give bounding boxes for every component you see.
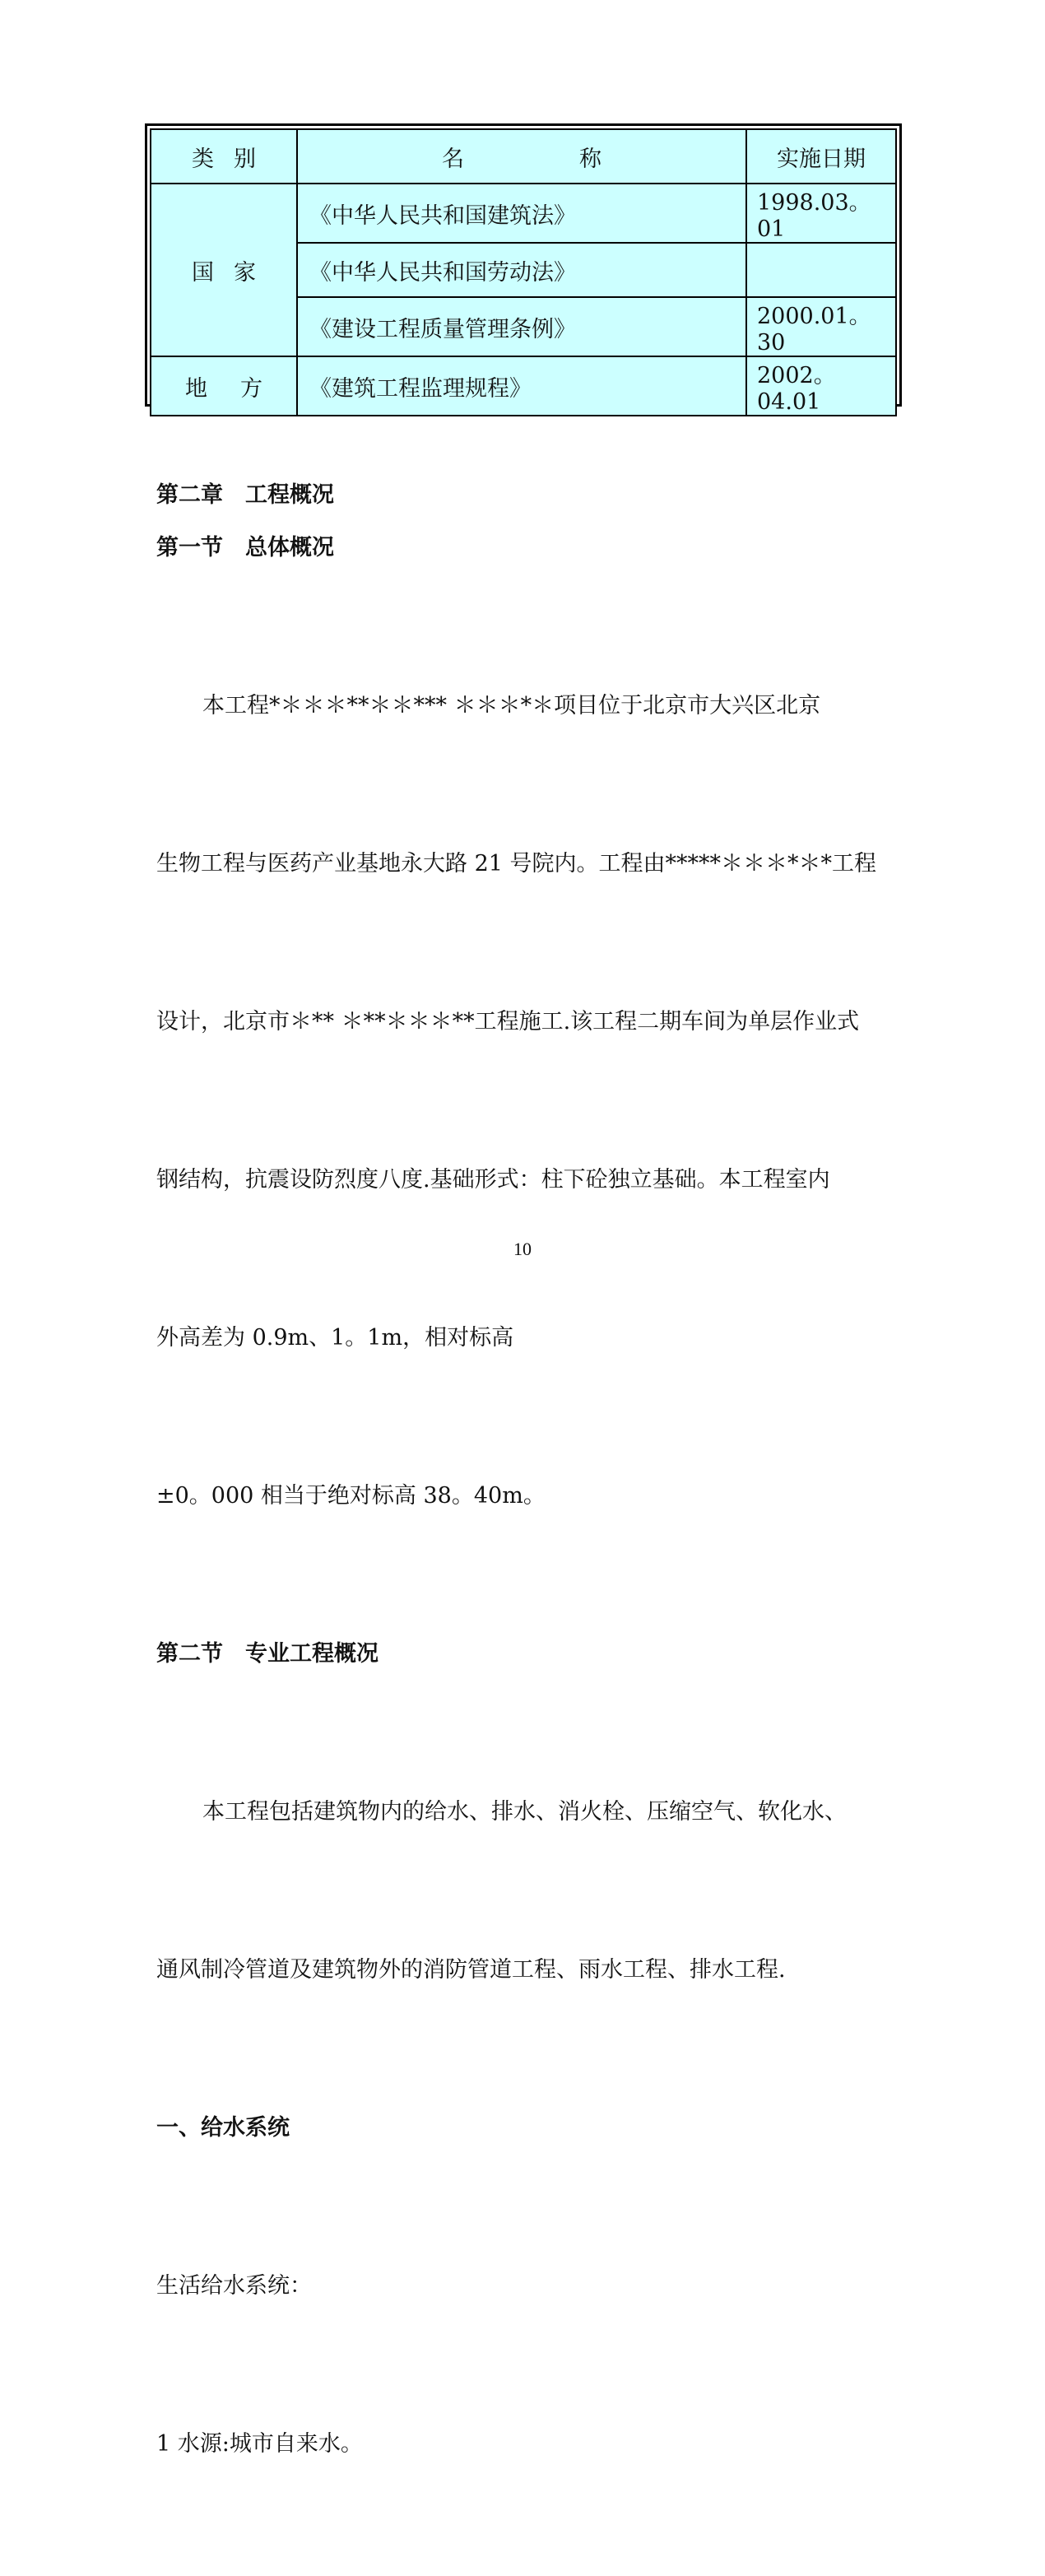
document-body <box>156 469 897 2576</box>
specialty-paragraph <box>156 1681 897 2102</box>
paragraph-line: 本工程包括建筑物内的给水、排水、消火栓、压缩空气、软化水、 <box>202 1799 847 1825</box>
subsection-heading-water-supply: 一、给水系统 <box>156 2115 290 2141</box>
paragraph-line: 设计，北京市＊** ＊**＊＊＊**工程施工.该工程二期车间为单层作业式 <box>156 1009 860 1035</box>
regulation-date: 1998.03。01 <box>746 184 896 243</box>
water-supply-paragraph <box>156 2155 897 2576</box>
overview-paragraph <box>156 574 897 1628</box>
header-name: 名称 <box>297 129 746 184</box>
table-row <box>151 356 896 416</box>
paragraph-line: ±0。000 相当于绝对标高 38。40m。 <box>156 1483 546 1509</box>
section-heading-specialty: 第二节 专业工程概况 <box>156 1641 379 1667</box>
section-heading-overview: 第一节 总体概况 <box>156 535 334 560</box>
page-number: 10 <box>513 1239 532 1259</box>
category-cell-national: 国家 <box>151 184 297 356</box>
regulations-table-frame <box>145 123 902 415</box>
chapter-heading: 第二章 工程概况 <box>156 482 334 508</box>
paragraph-line: 生物工程与医药产业基地永大路 21 号院内。工程由*****＊＊＊*＊*工程 <box>156 851 877 876</box>
paragraph-line: 外高差为 0.9m、1。1m，相对标高 <box>156 1325 514 1351</box>
paragraph-line: 生活给水系统： <box>156 2273 312 2299</box>
regulation-name: 《中华人民共和国劳动法》 <box>297 243 746 297</box>
table-row <box>151 184 896 243</box>
table-header-row <box>151 129 896 184</box>
regulations-table <box>150 128 897 416</box>
paragraph-line: 1 水源:城市自来水。 <box>156 2431 363 2457</box>
paragraph-line: 通风制冷管道及建筑物外的消防管道工程、雨水工程、排水工程. <box>156 1957 786 1983</box>
paragraph-line: 本工程*＊＊＊**＊＊*** ＊＊＊*＊项目位于北京市大兴区北京 <box>202 693 821 718</box>
header-category: 类别 <box>151 129 297 184</box>
regulation-name: 《建设工程质量管理条例》 <box>297 297 746 356</box>
paragraph-line: 钢结构，抗震设防烈度八度.基础形式：柱下砼独立基础。本工程室内 <box>156 1167 830 1193</box>
regulation-name: 《建筑工程监理规程》 <box>297 356 746 416</box>
category-cell-local: 地方 <box>151 356 297 416</box>
regulation-date <box>746 243 896 297</box>
header-date: 实施日期 <box>746 129 896 184</box>
regulation-name: 《中华人民共和国建筑法》 <box>297 184 746 243</box>
regulation-date: 2002。04.01 <box>746 356 896 416</box>
regulation-date: 2000.01。30 <box>746 297 896 356</box>
